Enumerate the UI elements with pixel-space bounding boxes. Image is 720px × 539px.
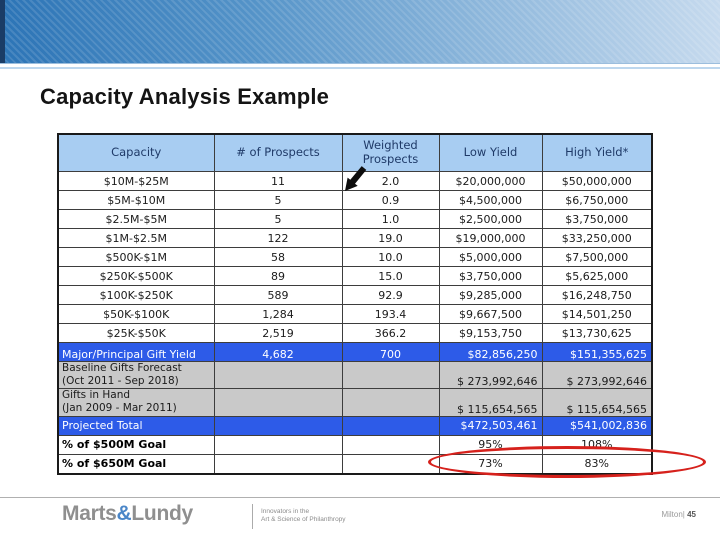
summary-low-yield-cell: $472,503,461 xyxy=(439,416,542,435)
low-yield-cell: $9,667,500 xyxy=(439,305,542,324)
logo-tagline xyxy=(261,508,346,524)
capacity-cell: $2.5M-$5M xyxy=(58,210,214,229)
prospects-cell: 1,284 xyxy=(214,305,342,324)
summary-label-line2: (Oct 2011 - Sep 2018) xyxy=(62,375,179,388)
logo-ampersand: & xyxy=(116,502,132,525)
summary-high-yield-cell: 83% xyxy=(542,454,652,474)
banner-left-navy-strip xyxy=(0,0,5,63)
summary-low-yield-cell: $ 115,654,565 xyxy=(439,389,542,416)
logo-lundy: Lundy xyxy=(131,502,193,525)
summary-label-cell xyxy=(58,389,214,416)
high-yield-cell: $7,500,000 xyxy=(542,248,652,267)
weighted-cell: 0.9 xyxy=(342,191,439,210)
weighted-cell: 92.9 xyxy=(342,286,439,305)
high-yield-cell: $3,750,000 xyxy=(542,210,652,229)
header-capacity: Capacity xyxy=(58,134,214,172)
summary-prospects-cell xyxy=(214,435,342,454)
prospects-cell: 5 xyxy=(214,191,342,210)
summary-label-line1: % of $500M Goal xyxy=(62,438,167,451)
slide-page-label xyxy=(661,510,696,519)
capacity-rows-body xyxy=(58,172,652,343)
prospects-cell: 58 xyxy=(214,248,342,267)
prospects-cell: 589 xyxy=(214,286,342,305)
banner-underline xyxy=(0,67,720,69)
summary-weighted-cell xyxy=(342,454,439,474)
page-title: Capacity Analysis Example xyxy=(40,84,330,109)
weighted-cell: 15.0 xyxy=(342,267,439,286)
summary-row xyxy=(58,343,652,362)
summary-high-yield-cell: $ 115,654,565 xyxy=(542,389,652,416)
header-weighted-prospects: Weighted Prospects xyxy=(342,134,439,172)
weighted-cell: 19.0 xyxy=(342,229,439,248)
summary-label-cell xyxy=(58,416,214,435)
high-yield-cell: $50,000,000 xyxy=(542,172,652,191)
summary-label-cell xyxy=(58,362,214,389)
summary-weighted-cell xyxy=(342,416,439,435)
high-yield-cell: $16,248,750 xyxy=(542,286,652,305)
low-yield-cell: $3,750,000 xyxy=(439,267,542,286)
low-yield-cell: $9,285,000 xyxy=(439,286,542,305)
summary-row xyxy=(58,416,652,435)
table-row xyxy=(58,267,652,286)
high-yield-cell: $33,250,000 xyxy=(542,229,652,248)
top-banner-band xyxy=(0,0,720,64)
marts-lundy-logo xyxy=(62,502,193,526)
low-yield-cell: $5,000,000 xyxy=(439,248,542,267)
summary-label-line1: Major/Principal Gift Yield xyxy=(62,348,196,361)
page-label-prefix: Milton| xyxy=(661,510,688,519)
summary-prospects-cell: 4,682 xyxy=(214,343,342,362)
down-left-arrow-icon xyxy=(342,166,368,194)
summary-weighted-cell xyxy=(342,362,439,389)
header-high-yield: High Yield* xyxy=(542,134,652,172)
high-yield-cell: $13,730,625 xyxy=(542,324,652,343)
summary-low-yield-cell: 95% xyxy=(439,435,542,454)
summary-label-line1: Gifts in Hand xyxy=(62,389,131,402)
header-num-prospects: # of Prospects xyxy=(214,134,342,172)
summary-prospects-cell xyxy=(214,454,342,474)
logo-tagline-divider xyxy=(252,504,253,529)
red-highlight-ellipse xyxy=(428,446,706,478)
low-yield-cell: $19,000,000 xyxy=(439,229,542,248)
prospects-cell: 11 xyxy=(214,172,342,191)
summary-prospects-cell xyxy=(214,362,342,389)
summary-high-yield-cell: $ 273,992,646 xyxy=(542,362,652,389)
header-low-yield: Low Yield xyxy=(439,134,542,172)
summary-high-yield-cell: $151,355,625 xyxy=(542,343,652,362)
capacity-cell: $50K-$100K xyxy=(58,305,214,324)
capacity-cell: $100K-$250K xyxy=(58,286,214,305)
high-yield-cell: $14,501,250 xyxy=(542,305,652,324)
weighted-cell: 1.0 xyxy=(342,210,439,229)
weighted-cell: 366.2 xyxy=(342,324,439,343)
low-yield-cell: $4,500,000 xyxy=(439,191,542,210)
summary-high-yield-cell: $541,002,836 xyxy=(542,416,652,435)
summary-prospects-cell xyxy=(214,416,342,435)
capacity-cell: $10M-$25M xyxy=(58,172,214,191)
prospects-cell: 5 xyxy=(214,210,342,229)
high-yield-cell: $6,750,000 xyxy=(542,191,652,210)
prospects-cell: 89 xyxy=(214,267,342,286)
table-row xyxy=(58,286,652,305)
summary-row xyxy=(58,362,652,389)
prospects-cell: 2,519 xyxy=(214,324,342,343)
high-yield-cell: $5,625,000 xyxy=(542,267,652,286)
summary-prospects-cell xyxy=(214,389,342,416)
prospects-cell: 122 xyxy=(214,229,342,248)
summary-label-cell xyxy=(58,343,214,362)
weighted-cell: 2.0 xyxy=(342,172,439,191)
page-number: 45 xyxy=(687,510,696,519)
summary-label-line1: Baseline Gifts Forecast xyxy=(62,362,182,374)
footer-divider-line xyxy=(0,497,720,498)
summary-weighted-cell: 700 xyxy=(342,343,439,362)
tagline-line1: Innovators in the xyxy=(261,508,310,515)
summary-low-yield-cell: $82,856,250 xyxy=(439,343,542,362)
capacity-cell: $250K-$500K xyxy=(58,267,214,286)
logo-marts: Marts xyxy=(62,502,117,525)
summary-weighted-cell xyxy=(342,389,439,416)
low-yield-cell: $9,153,750 xyxy=(439,324,542,343)
summary-low-yield-cell: $ 273,992,646 xyxy=(439,362,542,389)
weighted-cell: 10.0 xyxy=(342,248,439,267)
table-row xyxy=(58,210,652,229)
summary-high-yield-cell: 108% xyxy=(542,435,652,454)
capacity-cell: $25K-$50K xyxy=(58,324,214,343)
summary-weighted-cell xyxy=(342,435,439,454)
capacity-cell: $5M-$10M xyxy=(58,191,214,210)
summary-label-line2: (Jan 2009 - Mar 2011) xyxy=(62,402,177,415)
table-row xyxy=(58,324,652,343)
table-row xyxy=(58,305,652,324)
capacity-cell: $1M-$2.5M xyxy=(58,229,214,248)
tagline-line2: Art & Science of Philanthropy xyxy=(261,516,346,523)
summary-label-line1: Projected Total xyxy=(62,419,143,432)
summary-label-line1: % of $650M Goal xyxy=(62,457,167,470)
table-row xyxy=(58,229,652,248)
summary-row xyxy=(58,389,652,416)
low-yield-cell: $2,500,000 xyxy=(439,210,542,229)
weighted-cell: 193.4 xyxy=(342,305,439,324)
low-yield-cell: $20,000,000 xyxy=(439,172,542,191)
summary-label-cell xyxy=(58,454,214,474)
capacity-cell: $500K-$1M xyxy=(58,248,214,267)
table-row xyxy=(58,248,652,267)
summary-low-yield-cell: 73% xyxy=(439,454,542,474)
summary-label-cell xyxy=(58,435,214,454)
